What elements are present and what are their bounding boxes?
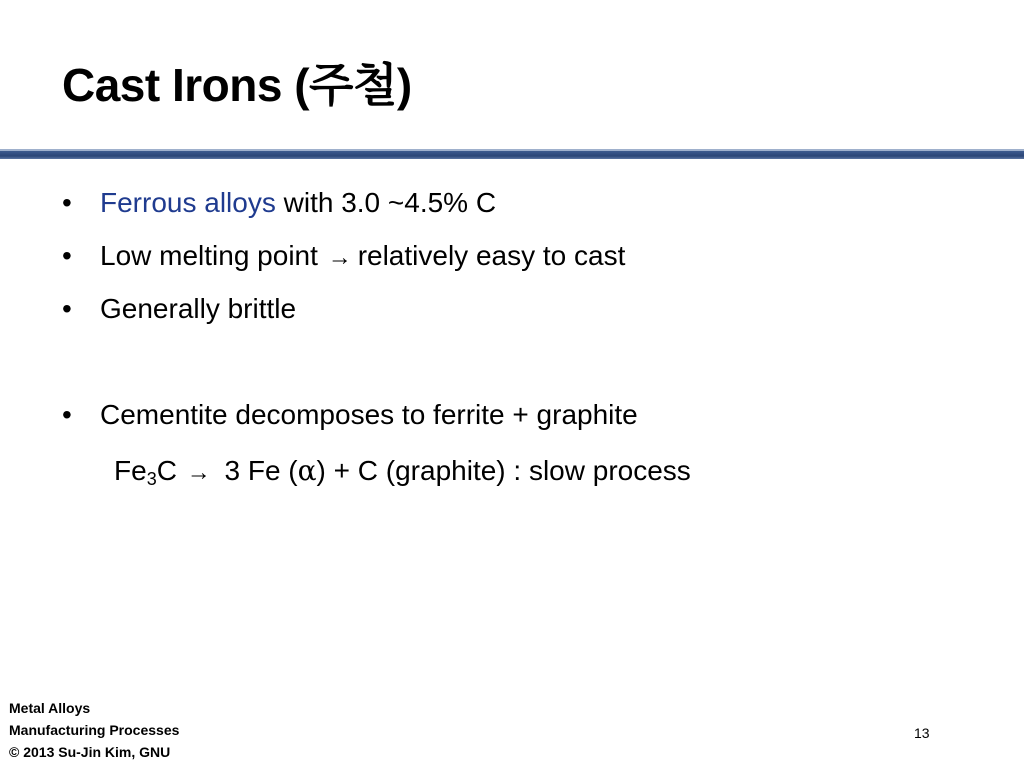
bullet-dot: •: [62, 240, 72, 271]
footer-topic: Manufacturing Processes: [9, 722, 180, 738]
bullet-text: Generally brittle: [100, 293, 297, 324]
equation-middle: 3 Fe (: [216, 455, 298, 486]
highlight-text: Ferrous alloys: [100, 187, 276, 218]
bullet-list: [62, 186, 638, 451]
slide-title: Cast Irons (주철): [62, 59, 412, 111]
bullet-text: Cementite decomposes to ferrite + graphite: [100, 399, 638, 430]
bullet-item: [62, 292, 638, 345]
page-number: 13: [914, 725, 930, 741]
right-arrow-icon: →: [186, 459, 211, 486]
footer-copyright: © 2013 Su-Jin Kim, GNU: [9, 744, 171, 760]
bullet-dot: •: [62, 187, 72, 218]
bullet-dot: •: [62, 293, 72, 324]
equation-subscript: 3: [146, 469, 157, 489]
title-divider: [0, 149, 1024, 159]
bullet-text: relatively easy to cast: [357, 240, 626, 271]
footer-course: Metal Alloys: [9, 700, 91, 716]
alpha-symbol: α: [297, 454, 317, 487]
slide-footer: [9, 697, 179, 763]
reaction-equation: [114, 454, 691, 488]
equation-fe: Fe: [114, 455, 147, 486]
bullet-item: [62, 186, 638, 239]
bullet-text: Low melting point: [100, 240, 326, 271]
equation-c: C: [156, 455, 185, 486]
bullet-text: with 3.0 ~4.5% C: [275, 187, 497, 218]
equation-end: ) + C (graphite) : slow process: [316, 455, 691, 486]
bullet-item: [62, 398, 638, 451]
right-arrow-icon: →: [327, 244, 352, 271]
bullet-item: [62, 239, 638, 292]
bullet-dot: •: [62, 399, 72, 430]
